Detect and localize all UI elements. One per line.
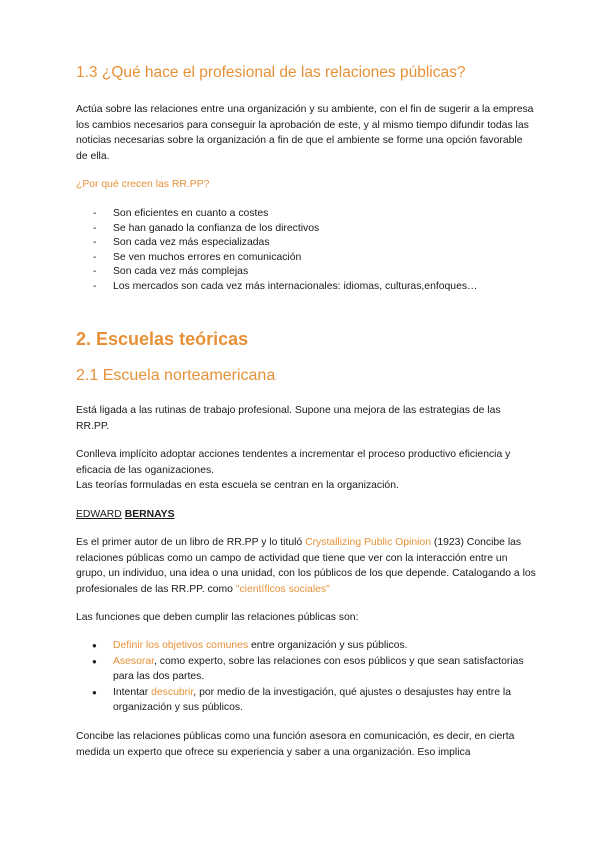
bernays-text-2: (1923) Concibe las relaciones públicas como un campo de actividad que tiene que ver con la interacción entre un grupo, un individuo, una idea o una unidad, con los públicos de los que depende. Catalogando a los profesionales de las RR.PP. como <box>76 537 536 595</box>
author-last-name: BERNAYS <box>124 509 175 520</box>
list-item: - Son cada vez más complejas <box>76 265 477 280</box>
reasons-list <box>76 207 477 294</box>
list-item: - Se han ganado la confianza de los directivos <box>76 222 477 237</box>
bernays-text-1: Es el primer autor de un libro de RR.PP y lo tituló <box>76 537 306 548</box>
function-key: descubrir <box>151 687 194 698</box>
section-2-1-heading: 2.1 Escuela norteamericana <box>76 367 276 384</box>
section-1-3-heading: 1.3 ¿Qué hace el profesional de las relaciones públicas? <box>76 64 466 81</box>
list-item: - Son cada vez más especializadas <box>76 236 477 251</box>
list-item: ● Definir los objetivos comunes entre organización y sus públicos. <box>76 638 546 653</box>
closing-paragraph: Concibe las relaciones públicas como una función asesora en comunicación, es decir, en cierta medida un experto que ofrece su experiencia y saber a una organización. Eso implica <box>76 731 515 758</box>
book-title: Crystallizing Public Opinion <box>305 537 431 548</box>
section-1-3-paragraph: Actúa sobre las relaciones entre una organización y su ambiente, con el fin de sugerir a la empresa los cambios necesarios para conseguir la aprobación de este, y al mismo tiempo difundir todas las noticias necesarias sobre la organización a fin de que el ambiente se forme una opción favorable de ella. <box>76 104 534 162</box>
list-item: - Se ven muchos errores en comunicación <box>76 251 477 266</box>
functions-list <box>76 638 546 716</box>
paragraph-actions: Conlleva implícito adoptar acciones tendentes a incrementar el proceso productivo eficiencia y eficacia de las oganizaciones. <box>76 449 511 476</box>
function-key: Asesorar <box>113 656 155 667</box>
list-item: - Son eficientes en cuanto a costes <box>76 207 477 222</box>
list-item: ● Intentar descubrir, por medio de la investigación, qué ajustes o desajustes hay entre la organización y sus públicos. <box>76 685 546 715</box>
bernays-paragraph <box>76 535 536 597</box>
author-first-name: EDWARD <box>76 509 122 520</box>
social-scientists-quote: "científicos sociales" <box>235 583 330 595</box>
section-2-heading: 2. Escuelas teóricas <box>76 329 249 349</box>
paragraph-routines: Está ligada a las rutinas de trabajo profesional. Supone una mejora de las estrategias de las RR.PP. <box>76 405 501 432</box>
functions-intro: Las funciones que deben cumplir las relaciones públicas son: <box>76 612 359 623</box>
author-name <box>76 509 175 520</box>
function-key: Definir los objetivos comunes <box>113 640 249 651</box>
list-item: ● Asesorar, como experto, sobre las relaciones con esos públicos y que sean satisfactorias para las dos partes. <box>76 654 546 684</box>
paragraph-theories: Las teorías formuladas en esta escuela se centran en la organización. <box>76 480 399 491</box>
list-item: - Los mercados son cada vez más internacionales: idiomas, culturas,enfoques… <box>76 280 477 295</box>
why-grow-subheading: ¿Por qué crecen las RR.PP? <box>76 179 210 190</box>
